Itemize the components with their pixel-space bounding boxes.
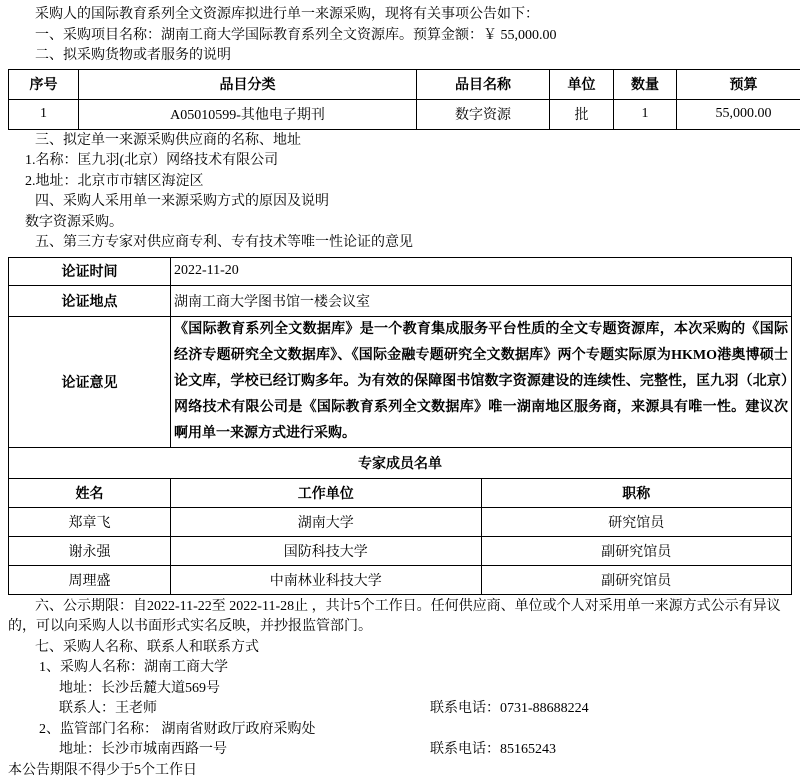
item-budget: 55,000.00 — [677, 99, 800, 129]
section4-reason: 数字资源采购。 — [25, 214, 123, 230]
expert-row-2 — [9, 536, 792, 565]
expert-org: 中南林业科技大学 — [171, 565, 482, 594]
expert-name: 周理盛 — [9, 565, 171, 594]
item-name: 数字资源 — [417, 99, 550, 129]
col-header-category: 品目分类 — [79, 69, 417, 99]
demo-time-label: 论证时间 — [9, 257, 171, 285]
expert-title: 副研究馆员 — [481, 536, 792, 565]
expert-title: 副研究馆员 — [481, 565, 792, 594]
intro-line: 采购人的国际教育系列全文资源库拟进行单一来源采购，现将有关事项公告如下： — [35, 7, 539, 22]
regulator-phone: 联系电话：85165243 — [430, 742, 556, 757]
footer-note: 本公告期限不得少于5个工作日 — [8, 762, 197, 778]
items-table — [8, 69, 800, 130]
expert-name: 郑章飞 — [9, 507, 171, 536]
col-header-qty: 数量 — [614, 69, 677, 99]
purchaser-contact-line — [8, 699, 792, 720]
regulator-name-line: 2、监管部门名称： 湖南省财政厅政府采购处 — [39, 721, 316, 737]
demonstration-table — [8, 257, 792, 595]
experts-title: 专家成员名单 — [9, 447, 792, 478]
items-table-header-row — [9, 69, 800, 99]
purchaser-address-line: 地址：长沙岳麓大道569号 — [59, 680, 220, 696]
demo-time-row — [9, 257, 792, 285]
regulator-address: 地址：长沙市城南西路一号 — [59, 742, 227, 757]
supplier-name: 1.名称：匡九羽(北京）网络技术有限公司 — [25, 153, 279, 168]
demo-opinion-value: 《国际教育系列全文数据库》是一个教育集成服务平台性质的全文专题资源库，本次采购的《国际经济专题研究全文数据库》、《国际金融专题研究全文数据库》两个专题实际原为HKMO港奥博硕士论文库，学校已经订购多年。为有效的保障图书馆数字资源建设的连续性、完整性，匡九羽（北京）网络技术有限公司是《国际教育系列全文数据库》唯一湖南地区服务商，来源具有唯一性。建议次啊用单一来源方式进行采购。 — [171, 316, 792, 447]
section6-paragraph: 六、公示期限：自2022-11-22至 2022-11-28止 ，共计5个工作日。任何供应商、单位或个人对采用单一来源方式公示有异议的，可以向采购人以书面形式实名反映，并抄报监管部门。 — [8, 598, 781, 634]
project-name-line: 一、采购项目名称：湖南工商大学国际教育系列全文资源库。预算金额：￥ 55,000.00 — [35, 27, 557, 43]
col-header-name: 品目名称 — [417, 69, 550, 99]
demo-opinion-row — [9, 316, 792, 447]
section7-title: 七、采购人名称、联系人和联系方式 — [35, 639, 259, 655]
item-qty: 1 — [614, 99, 677, 129]
purchaser-contact: 联系人：王老师 — [59, 701, 157, 716]
demo-time-value: 2022-11-20 — [171, 257, 792, 285]
demo-place-value: 湖南工商大学图书馆一楼会议室 — [171, 285, 792, 316]
items-table-row — [9, 99, 800, 129]
expert-col-title: 职称 — [481, 478, 792, 507]
expert-title: 研究馆员 — [481, 507, 792, 536]
col-header-no: 序号 — [9, 69, 79, 99]
expert-name: 谢永强 — [9, 536, 171, 565]
section4-title: 四、采购人采用单一来源采购方式的原因及说明 — [35, 194, 329, 209]
expert-row-3 — [9, 565, 792, 594]
section2-title: 二、拟采购货物或者服务的说明 — [35, 48, 231, 63]
expert-row-1 — [9, 507, 792, 536]
purchaser-phone: 联系电话：0731-88688224 — [430, 701, 589, 716]
col-header-budget: 预算 — [677, 69, 800, 99]
demo-opinion-label: 论证意见 — [9, 316, 171, 447]
item-unit: 批 — [550, 99, 614, 129]
supplier-address: 2.地址：北京市市辖区海淀区 — [25, 173, 204, 189]
purchaser-name-line: 1、采购人名称：湖南工商大学 — [39, 660, 228, 675]
section5-title: 五、第三方专家对供应商专利、专有技术等唯一性论证的意见 — [35, 235, 413, 250]
expert-org: 国防科技大学 — [171, 536, 482, 565]
expert-org: 湖南大学 — [171, 507, 482, 536]
demo-place-label: 论证地点 — [9, 285, 171, 316]
item-no: 1 — [9, 99, 79, 129]
experts-header-row — [9, 478, 792, 507]
experts-title-row — [9, 447, 792, 478]
regulator-address-line — [8, 740, 792, 761]
section3-title: 三、拟定单一来源采购供应商的名称、地址 — [35, 132, 301, 148]
expert-col-name: 姓名 — [9, 478, 171, 507]
item-category: A05010599-其他电子期刊 — [79, 99, 417, 129]
demo-place-row — [9, 285, 792, 316]
col-header-unit: 单位 — [550, 69, 614, 99]
expert-col-org: 工作单位 — [171, 478, 482, 507]
